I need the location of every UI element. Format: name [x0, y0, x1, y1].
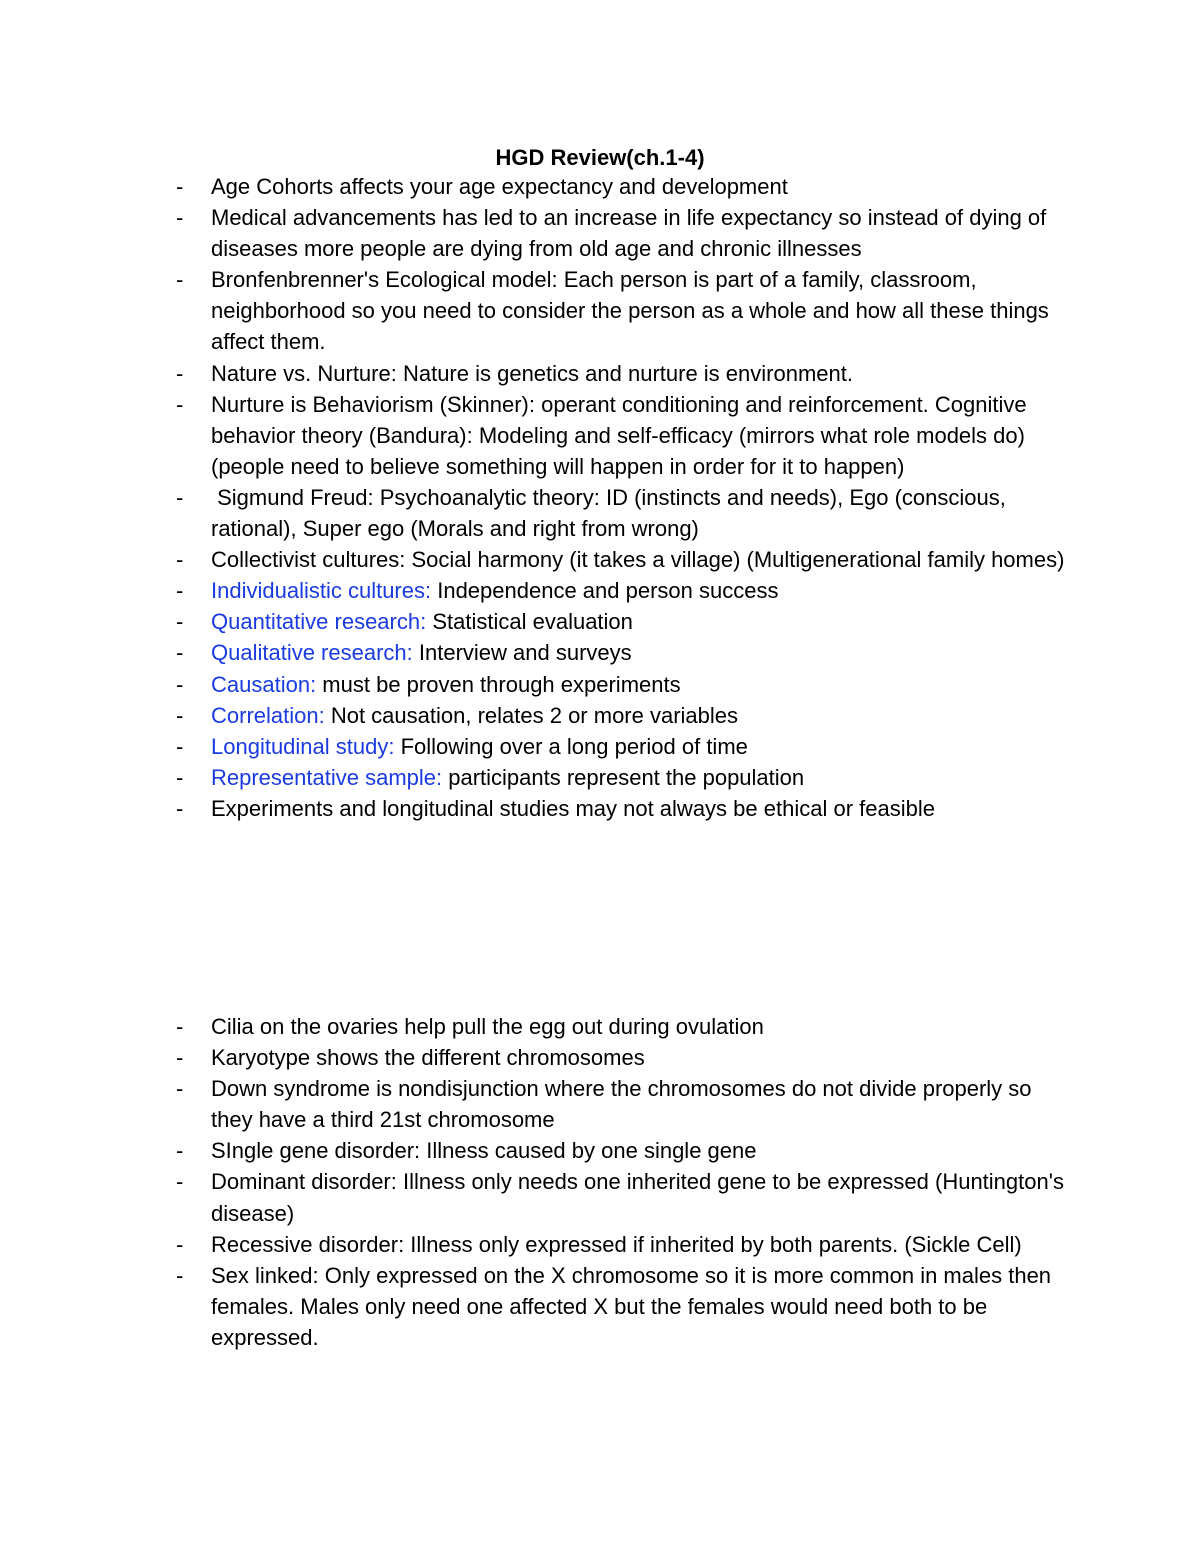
bullet-text: SIngle gene disorder: Illness caused by one single gene: [211, 1138, 757, 1164]
bullet-text: Sex linked: Only expressed on the X chromosome so it is more common in males then females. Males only need one affected X but the females would need both to be expressed.: [211, 1262, 1052, 1350]
bullet-dash: -: [176, 795, 184, 821]
term-definition: must be proven through experiments: [316, 671, 681, 697]
term-label: Quantitative research:: [211, 609, 427, 635]
bullet-dash: -: [176, 671, 184, 697]
bullet-item: [0, 389, 1200, 482]
document-title: HGD Review(ch.1-4): [495, 145, 705, 170]
bullet-dash: -: [176, 547, 184, 573]
bullet-text: Nurture is Behaviorism (Skinner): operant conditioning and reinforcement. Cognitive behavior theory (Bandura): Modeling and self-efficacy (mirrors what role models do) (people need to believe something will happen in order for it to happen): [211, 391, 1027, 479]
bullet-list-genetics: [0, 1011, 1200, 1353]
bullet-dash: -: [176, 702, 184, 728]
bullet-item: [0, 637, 1200, 668]
bullet-dash: -: [176, 484, 184, 510]
bullet-item: [0, 762, 1200, 793]
bullet-dash: -: [176, 1076, 184, 1102]
bullet-item: [0, 1260, 1200, 1353]
bullet-dash: -: [176, 1014, 184, 1039]
bullet-item: [0, 731, 1200, 762]
bullet-item: [0, 1135, 1200, 1166]
bullet-item: [0, 358, 1200, 389]
term-definition: Interview and surveys: [412, 640, 632, 666]
bullet-item: [0, 606, 1200, 637]
term-definition: participants represent the population: [442, 764, 805, 790]
bullet-dash: -: [176, 205, 184, 231]
term-label: Causation:: [211, 671, 317, 697]
term-label: Correlation:: [211, 702, 325, 728]
bullet-dash: -: [176, 640, 184, 666]
term-definition: Independence and person success: [431, 578, 779, 604]
bullet-dash: -: [176, 360, 184, 386]
bullet-dash: -: [176, 1169, 184, 1195]
bullet-dash: -: [176, 1138, 184, 1164]
bullet-text: Sigmund Freud: Psychoanalytic theory: ID (instincts and needs), Ego (conscious, rational), Super ego (Morals and right from wrong): [211, 484, 1012, 542]
bullet-item: [0, 1229, 1200, 1260]
bullet-dash: -: [176, 267, 184, 293]
bullet-item: [0, 575, 1200, 606]
bullet-item: [0, 171, 1200, 202]
term-label: Longitudinal study:: [211, 733, 395, 759]
bullet-dash: -: [176, 174, 184, 199]
bullet-text: Medical advancements has led to an increase in life expectancy so instead of dying of diseases more people are dying from old age and chronic illnesses: [211, 205, 1047, 262]
bullet-text: Experiments and longitudinal studies may not always be ethical or feasible: [211, 795, 935, 821]
bullet-item: [0, 700, 1200, 731]
bullet-text: Karyotype shows the different chromosomes: [211, 1045, 645, 1071]
bullet-item: [0, 1011, 1200, 1042]
term-label: Qualitative research:: [211, 640, 413, 666]
bullet-dash: -: [176, 391, 184, 417]
bullet-item: [0, 793, 1200, 824]
bullet-item: [0, 544, 1200, 575]
bullet-dash: -: [176, 1231, 184, 1257]
term-label: Individualistic cultures:: [211, 578, 432, 604]
bullet-dash: -: [176, 609, 184, 635]
bullet-item: [0, 264, 1200, 357]
term-definition: Not causation, relates 2 or more variables: [324, 702, 739, 728]
term-definition: Following over a long period of time: [394, 733, 748, 759]
bullet-dash: -: [176, 764, 184, 790]
bullet-item: [0, 1073, 1200, 1135]
bullet-dash: -: [176, 1045, 184, 1071]
bullet-text: Nature vs. Nurture: Nature is genetics and nurture is environment.: [211, 360, 853, 386]
bullet-text: Down syndrome is nondisjunction where the chromosomes do not divide properly so they have a third 21st chromosome: [211, 1076, 1032, 1133]
bullet-dash: -: [176, 578, 184, 604]
bullet-text: Cilia on the ovaries help pull the egg out during ovulation: [211, 1014, 764, 1039]
bullet-dash: -: [176, 1262, 184, 1288]
bullet-text: Dominant disorder: Illness only needs one inherited gene to be expressed (Huntington's disease): [211, 1169, 1064, 1226]
bullet-item: [0, 1166, 1200, 1228]
bullet-text: Age Cohorts affects your age expectancy and development: [211, 174, 788, 199]
bullet-text: Bronfenbrenner's Ecological model: Each person is part of a family, classroom, neighborhood so you need to consider the person as a whole and how all these things affect them.: [211, 267, 1049, 355]
term-definition: Statistical evaluation: [426, 609, 633, 635]
term-label: Representative sample:: [211, 764, 443, 790]
bullet-item: [0, 202, 1200, 264]
bullet-item: [0, 482, 1200, 544]
bullet-item: [0, 1042, 1200, 1073]
bullet-text: Collectivist cultures: Social harmony (it takes a village) (Multigenerational family homes): [211, 547, 1065, 573]
bullet-dash: -: [176, 733, 184, 759]
bullet-item: [0, 669, 1200, 700]
bullet-text: Recessive disorder: Illness only expressed if inherited by both parents. (Sickle Cell): [211, 1231, 1022, 1257]
bullet-list-lifespan-research: [0, 171, 1200, 824]
